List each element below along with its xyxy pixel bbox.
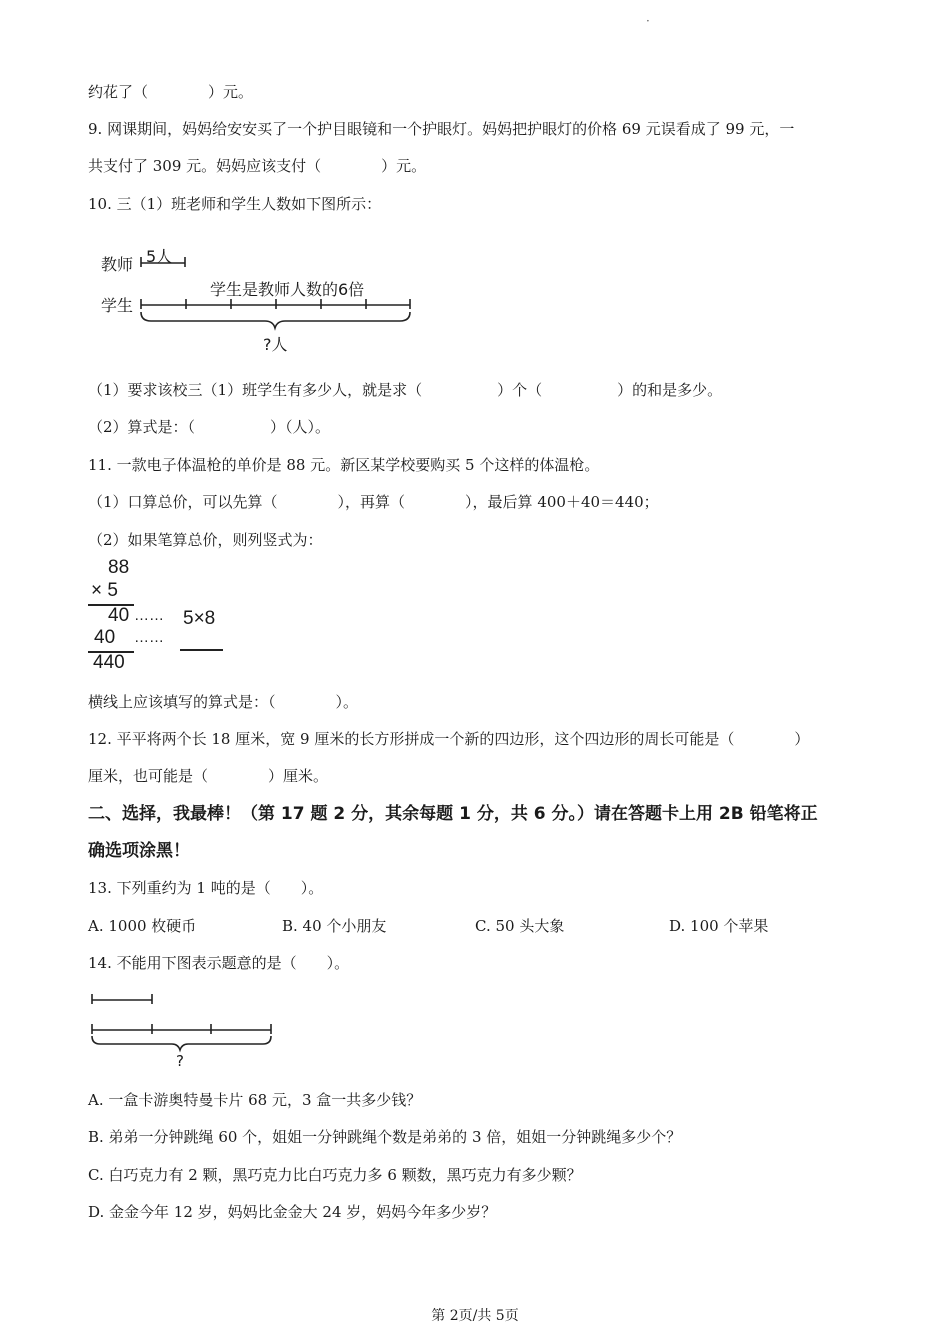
- q10-stem: 10. 三（1）班老师和学生人数如下图所示：: [88, 195, 382, 213]
- q10-part1: （1）要求该校三（1）班学生有多少人，就是求（ ）个（ ）的和是多少。: [88, 381, 723, 399]
- q12-line-1: 12. 平平将两个长 18 厘米，宽 9 厘米的长方形拼成一个新的四边形，这个四边形的周长可能是（ ）: [88, 730, 810, 748]
- q11-part2: （2）如果笔算总价，则列竖式为：: [88, 531, 323, 549]
- q13-option-a: A. 1000 枚硬币: [88, 917, 197, 935]
- section2-heading-2: 确选项涂黑！: [88, 841, 190, 861]
- answer-blank-line: [180, 649, 223, 651]
- q10-diagram: [95, 240, 425, 355]
- q9-line-2: 共支付了 309 元。妈妈应该支付（ ）元。: [88, 157, 427, 175]
- page-footer: 第 2页/共 5页: [431, 1308, 519, 1324]
- q14-diagram: [88, 990, 278, 1070]
- section2-heading-1: 二、选择，我最棒！（第 17 题 2 分，其余每题 1 分，共 6 分。）请在答题卡上用 2B 铅笔将正: [88, 804, 818, 824]
- q14-option-b: B. 弟弟一分钟跳绳 60 个，姐姐一分钟跳绳个数是弟弟的 3 倍，姐姐一分钟跳绳多少个？: [88, 1128, 682, 1146]
- q13-option-c: C. 50 头大象: [475, 917, 565, 935]
- q11-stem: 11. 一款电子体温枪的单价是 88 元。新区某学校要购买 5 个这样的体温枪。: [88, 456, 600, 474]
- teacher-label: 教师: [101, 255, 134, 274]
- student-note: 学生是教师人数的6倍: [210, 280, 365, 299]
- q11-part3: 横线上应该填写的算式是：（ ）。: [88, 693, 359, 711]
- multiplicand: 88: [108, 557, 130, 578]
- q12-line-2: 厘米，也可能是（ ）厘米。: [88, 767, 329, 785]
- q13-option-d: D. 100 个苹果: [669, 917, 769, 935]
- q13-stem: 13. 下列重约为 1 吨的是（ ）。: [88, 879, 324, 897]
- q10-part2: （2）算式是：（ ）（人）。: [88, 418, 331, 436]
- q14-total: ?: [176, 1052, 184, 1070]
- note-5x8: 5×8: [183, 608, 216, 629]
- teacher-value: 5人: [146, 247, 173, 266]
- q8-tail-line: 约花了（ ）元。: [88, 83, 254, 101]
- q14-option-c: C. 白巧克力有 2 颗，黑巧克力比白巧克力多 6 颗数，黑巧克力有多少颗？: [88, 1166, 582, 1184]
- q14-stem: 14. 不能用下图表示题意的是（ ）。: [88, 954, 350, 972]
- q9-line-1: 9. 网课期间，妈妈给安安买了一个护目眼镜和一个护眼灯。妈妈把护眼灯的价格 69 元误看成了 99 元，一: [88, 120, 795, 138]
- dots-1: ……: [134, 607, 164, 624]
- q11-part1: （1）口算总价，可以先算（ ），再算（ ），最后算 400＋40＝440；: [88, 493, 659, 511]
- multiplier: × 5: [91, 580, 118, 601]
- q14-option-a: A. 一盒卡游奥特曼卡片 68 元，3 盒一共多少钱？: [88, 1091, 422, 1109]
- q10-segment-graphics: [95, 240, 425, 355]
- partial-product-2: 40: [94, 627, 116, 648]
- partial-product-1: 40: [108, 605, 130, 626]
- student-total: ?人: [263, 335, 288, 354]
- header-mark: ·: [646, 14, 650, 28]
- student-label: 学生: [101, 296, 134, 315]
- q13-option-b: B. 40 个小朋友: [282, 917, 387, 935]
- vertical-calculation: [88, 555, 238, 675]
- q14-option-d: D. 金金今年 12 岁，妈妈比金金大 24 岁，妈妈今年多少岁？: [88, 1203, 497, 1221]
- dots-2: ……: [134, 629, 164, 646]
- product-result: 440: [93, 652, 125, 673]
